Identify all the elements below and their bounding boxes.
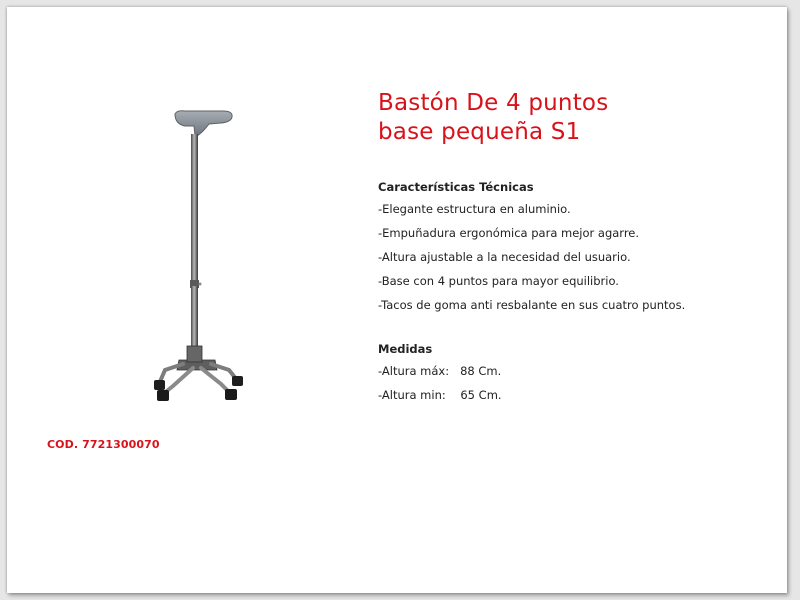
product-title-line-2: base pequeña S1 <box>378 119 581 145</box>
feature-item: -Base con 4 puntos para mayor equilibrio. <box>378 274 619 288</box>
product-title-line-1: Bastón De 4 puntos <box>378 90 609 116</box>
product-title <box>378 89 608 147</box>
section-spacer <box>378 317 778 339</box>
feature-item: -Elegante estructura en aluminio. <box>378 202 571 216</box>
feature-item: -Tacos de goma anti resbalante en sus cuatro puntos. <box>378 298 686 312</box>
product-code: COD. 7721300070 <box>47 438 160 451</box>
feature-item: -Empuñadura ergonómica para mejor agarre. <box>378 226 640 240</box>
quad-cane-image <box>137 102 257 412</box>
product-sheet <box>7 7 787 593</box>
measures-heading: Medidas <box>378 342 433 356</box>
features-heading: Características Técnicas <box>378 180 534 194</box>
specifications <box>378 177 778 407</box>
feature-item: -Altura ajustable a la necesidad del usuario. <box>378 250 631 264</box>
measure-item: -Altura máx: 88 Cm. <box>378 364 502 378</box>
measure-item: -Altura min: 65 Cm. <box>378 388 502 402</box>
